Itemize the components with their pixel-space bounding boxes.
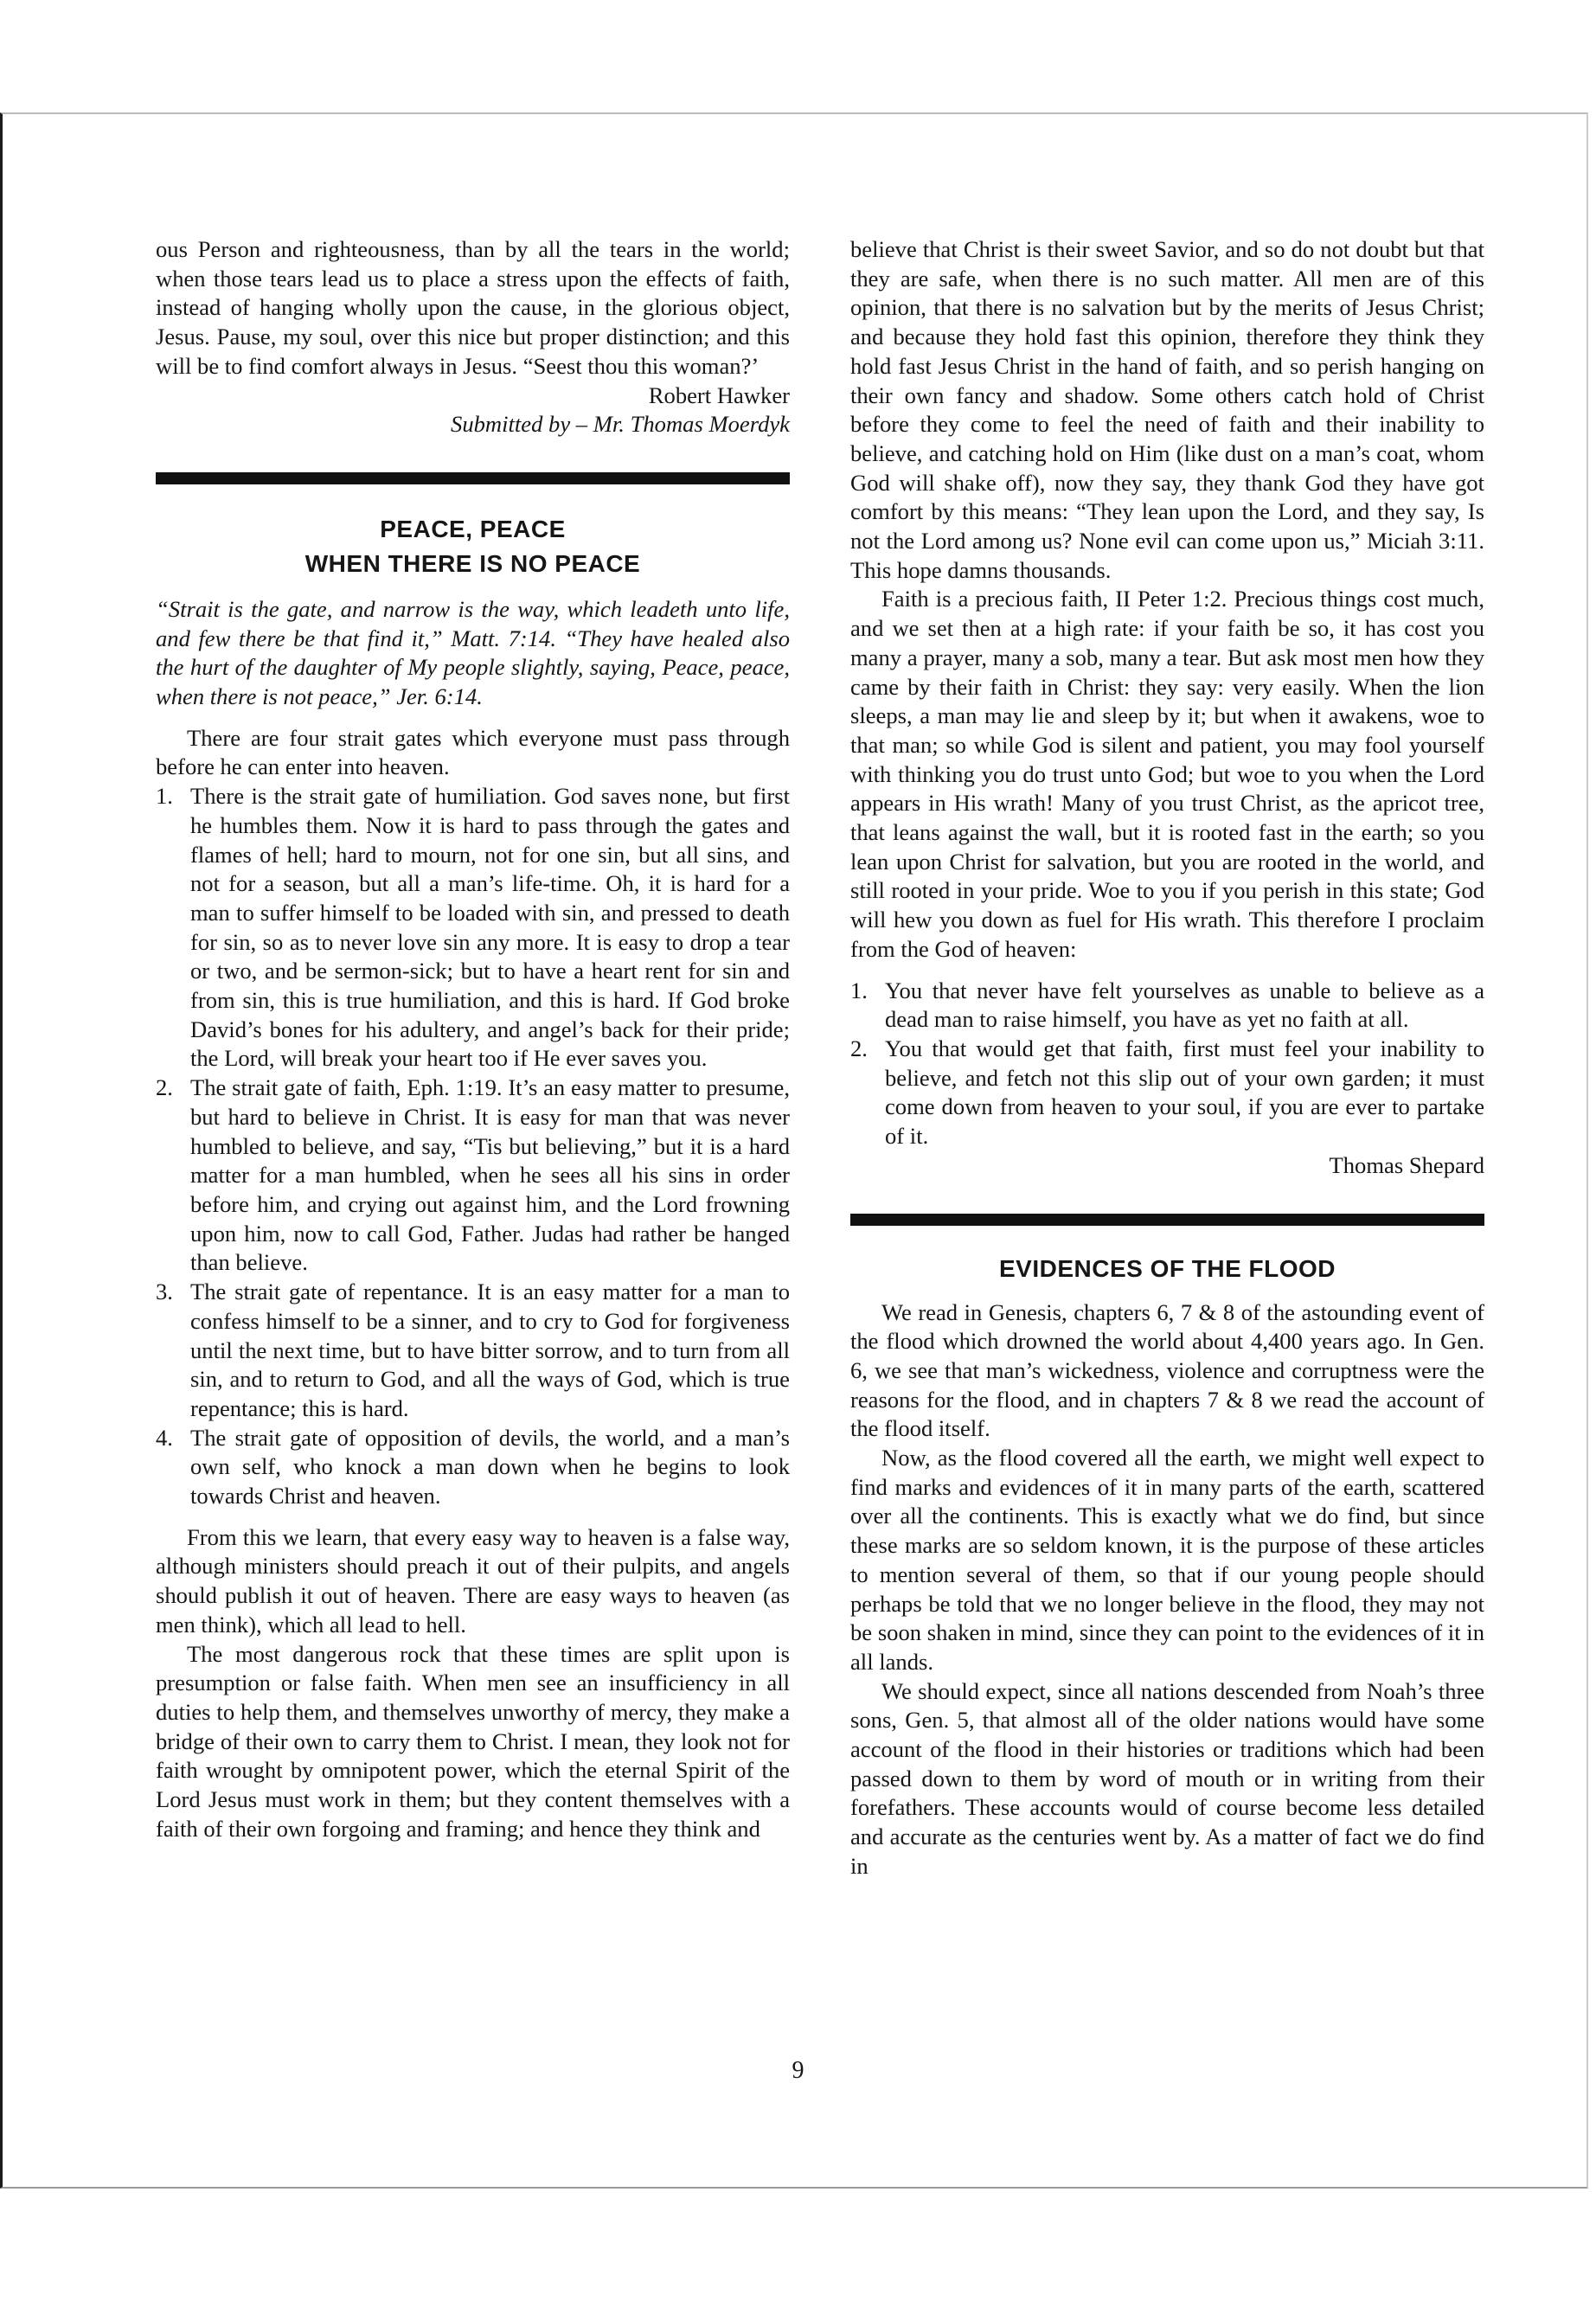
body-paragraph: believe that Christ is their sweet Savior, and so do not doubt but that they are safe, when there is no such matter. All men are of this opinion, that there is no salvation but by the merits of Jesus Christ; and because they hold fast this opinion, therefore they think they hold fast Jesus Christ in the hand of faith, and so perish hanging on their own fancy and shadow. Some others catch hold of Christ before they come to feel the need of faith and their inability to believe, and catching hold on Him (like dust on a man’s coat, whom God will shake off), now they say, they thank God they have got comfort by this means: “They lean upon the Lord, and they say, Is not the Lord among us? None evil can come upon us,” Miciah 3:11. This hope damns thousands.	[850, 236, 1484, 583]
body-paragraph: Now, as the flood covered all the earth, we might well expect to find marks and evidences of it in many parts of the earth, scattered over all the continents. This is exactly what we do find, but since these marks are so seldom known, it is the purpose of these articles to mention several of them, so that if our young people should perhaps be told that we no longer believe in the flood, they may not be soon shaken in mind, since they can point to the evidences of it in all lands.	[850, 1445, 1484, 1675]
list-item: 3. The strait gate of repentance. It is an easy matter for a man to confess himself to be a sinner, and to cry to God for forgiveness until the next time, but to have bitter sorrow, and to turn from all sin, and to return to God, and all the ways of God, which is true repentance; this is hard.	[156, 1279, 790, 1421]
heading-line-1: PEACE, PEACE	[380, 515, 566, 542]
page-number: 9	[792, 2057, 804, 2084]
right-column	[850, 235, 1484, 1881]
list-item: 4. The strait gate of opposition of devils, the world, and a man’s own self, who knock a man down when he begins to look towards Christ and heaven.	[156, 1424, 790, 1509]
body-paragraph: From this we learn, that every easy way to heaven is a false way, although ministers should preach it out of their pulpits, and angels should publish it out of heaven. There are easy ways to heaven (as men think), which all lead to hell.	[156, 1523, 790, 1638]
intro-paragraph: ous Person and righteousness, than by all the tears in the world; when those tears lead us to place a stress upon the effects of faith, instead of hanging wholly upon the cause, in the glorious object, Jesus. Pause, my soul, over this nice but proper distinction; and this will be to find comfort always in Jesus. “Seest thou this woman?’	[156, 236, 790, 379]
epigraph: “Strait is the gate, and narrow is the way, which leadeth unto life, and few there be that find it,” Matt. 7:14. “They have healed also the hurt of the daughter of My people slightly, saying, Peace, peace, when there is not peace,” Jer. 6:14.	[156, 595, 790, 710]
body-paragraph: We should expect, since all nations descended from Noah’s three sons, Gen. 5, that almost all of the older nations would have some account of the flood in their histories or traditions which had been passed down to them by word of mouth or in writing from their forefathers. These accounts would of course become less detailed and accurate as the centuries went by. As a matter of fact we do find in	[850, 1677, 1484, 1879]
section-divider	[156, 472, 790, 484]
author-hawker: Robert Hawker	[648, 381, 790, 408]
body-paragraph: We read in Genesis, chapters 6, 7 & 8 of the astounding event of the flood which drowned the world about 4,400 years ago. In Gen. 6, we see that man’s wickedness, violence and corruptness were the reasons for the flood, and in chapters 7 & 8 we read the account of the flood itself.	[850, 1298, 1484, 1442]
author-shepard: Thomas Shepard	[1329, 1151, 1484, 1178]
submitted-by: Submitted by – Mr. Thomas Moerdyk	[451, 411, 790, 438]
faith-list	[850, 977, 1484, 1151]
list-item: 1. You that never have felt yourselves as unable to believe as a dead man to raise himself, you have as yet no faith at all.	[850, 977, 1484, 1033]
heading-line-2: WHEN THERE IS NO PEACE	[304, 549, 641, 577]
strait-gates-list	[156, 782, 790, 1511]
list-item: 2. The strait gate of faith, Eph. 1:19. It’s an easy matter to presume, but hard to believe in Christ. It is easy for man that was never humbled to believe, and say, “Tis but believing,” but it is a hard matter for a man humbled, when he sees all his sins in order before him, and crying out against him, and the Lord frowning upon him, now to call God, Father. Judas had rather be hanged than believe.	[156, 1074, 790, 1276]
article-heading	[156, 512, 790, 581]
body-paragraph: The most dangerous rock that these times are split upon is presumption or false faith. When men see an insufficiency in all duties to help them, and themselves unworthy of mercy, they make a bridge of their own to carry them to Christ. I mean, they look not for faith wrought by omnipotent power, which the eternal Spirit of the Lord Jesus must work in them; but they content themselves with a faith of their own forgoing and framing; and hence they think and	[156, 1640, 790, 1842]
body-paragraph: Faith is a precious faith, II Peter 1:2. Precious things cost much, and we set then at a high rate: if your faith be so, it has cost you many a prayer, many a sob, many a tear. But ask most men how they came by their faith in Christ: they say: very easily. When the lion sleeps, a man may lie and sleep by it; but when it awakens, woe to that man; so while God is silent and patient, you may fool yourself with thinking you do trust unto God; but woe to you when the Lord appears in His wrath! Many of you trust Christ, as the apricot tree, that leans against the wall, but it is rooted fast in the earth; so you lean upon Christ for salvation, but you are rooted in the world, and still rooted in your pride. Woe to you if you perish in this state; God will hew you down as fuel for His wrath. This therefore I proclaim from the God of heaven:	[850, 586, 1484, 962]
flood-heading: EVIDENCES OF THE FLOOD	[998, 1254, 1336, 1282]
list-item: 2. You that would get that faith, first must feel your inability to believe, and fetch not this slip out of your own garden; it must come down from heaven to your soul, if you are ever to partake of it.	[850, 1035, 1484, 1150]
section-divider	[850, 1214, 1484, 1226]
left-column	[156, 235, 790, 1843]
lead-paragraph: There are four strait gates which everyone must pass through before he can enter into heaven.	[156, 724, 790, 780]
list-item: 1. There is the strait gate of humiliation. God saves none, but first he humbles them. Now it is hard to pass through the gates and flames of hell; hard to mourn, not for one sin, but all sins, and not for a season, but all a man’s life-time. Oh, it is hard for a man to suffer himself to be loaded with sin, and pressed to death for sin, so as to never love sin any more. It is easy to drop a tear or two, and be sermon-sick; but to have a heart rent for sin and from sin, this is true humiliation, and this is hard. If God broke David’s bones for his adultery, and angel’s back for their pride; the Lord, will break your heart too if He ever saves you.	[156, 783, 790, 1072]
